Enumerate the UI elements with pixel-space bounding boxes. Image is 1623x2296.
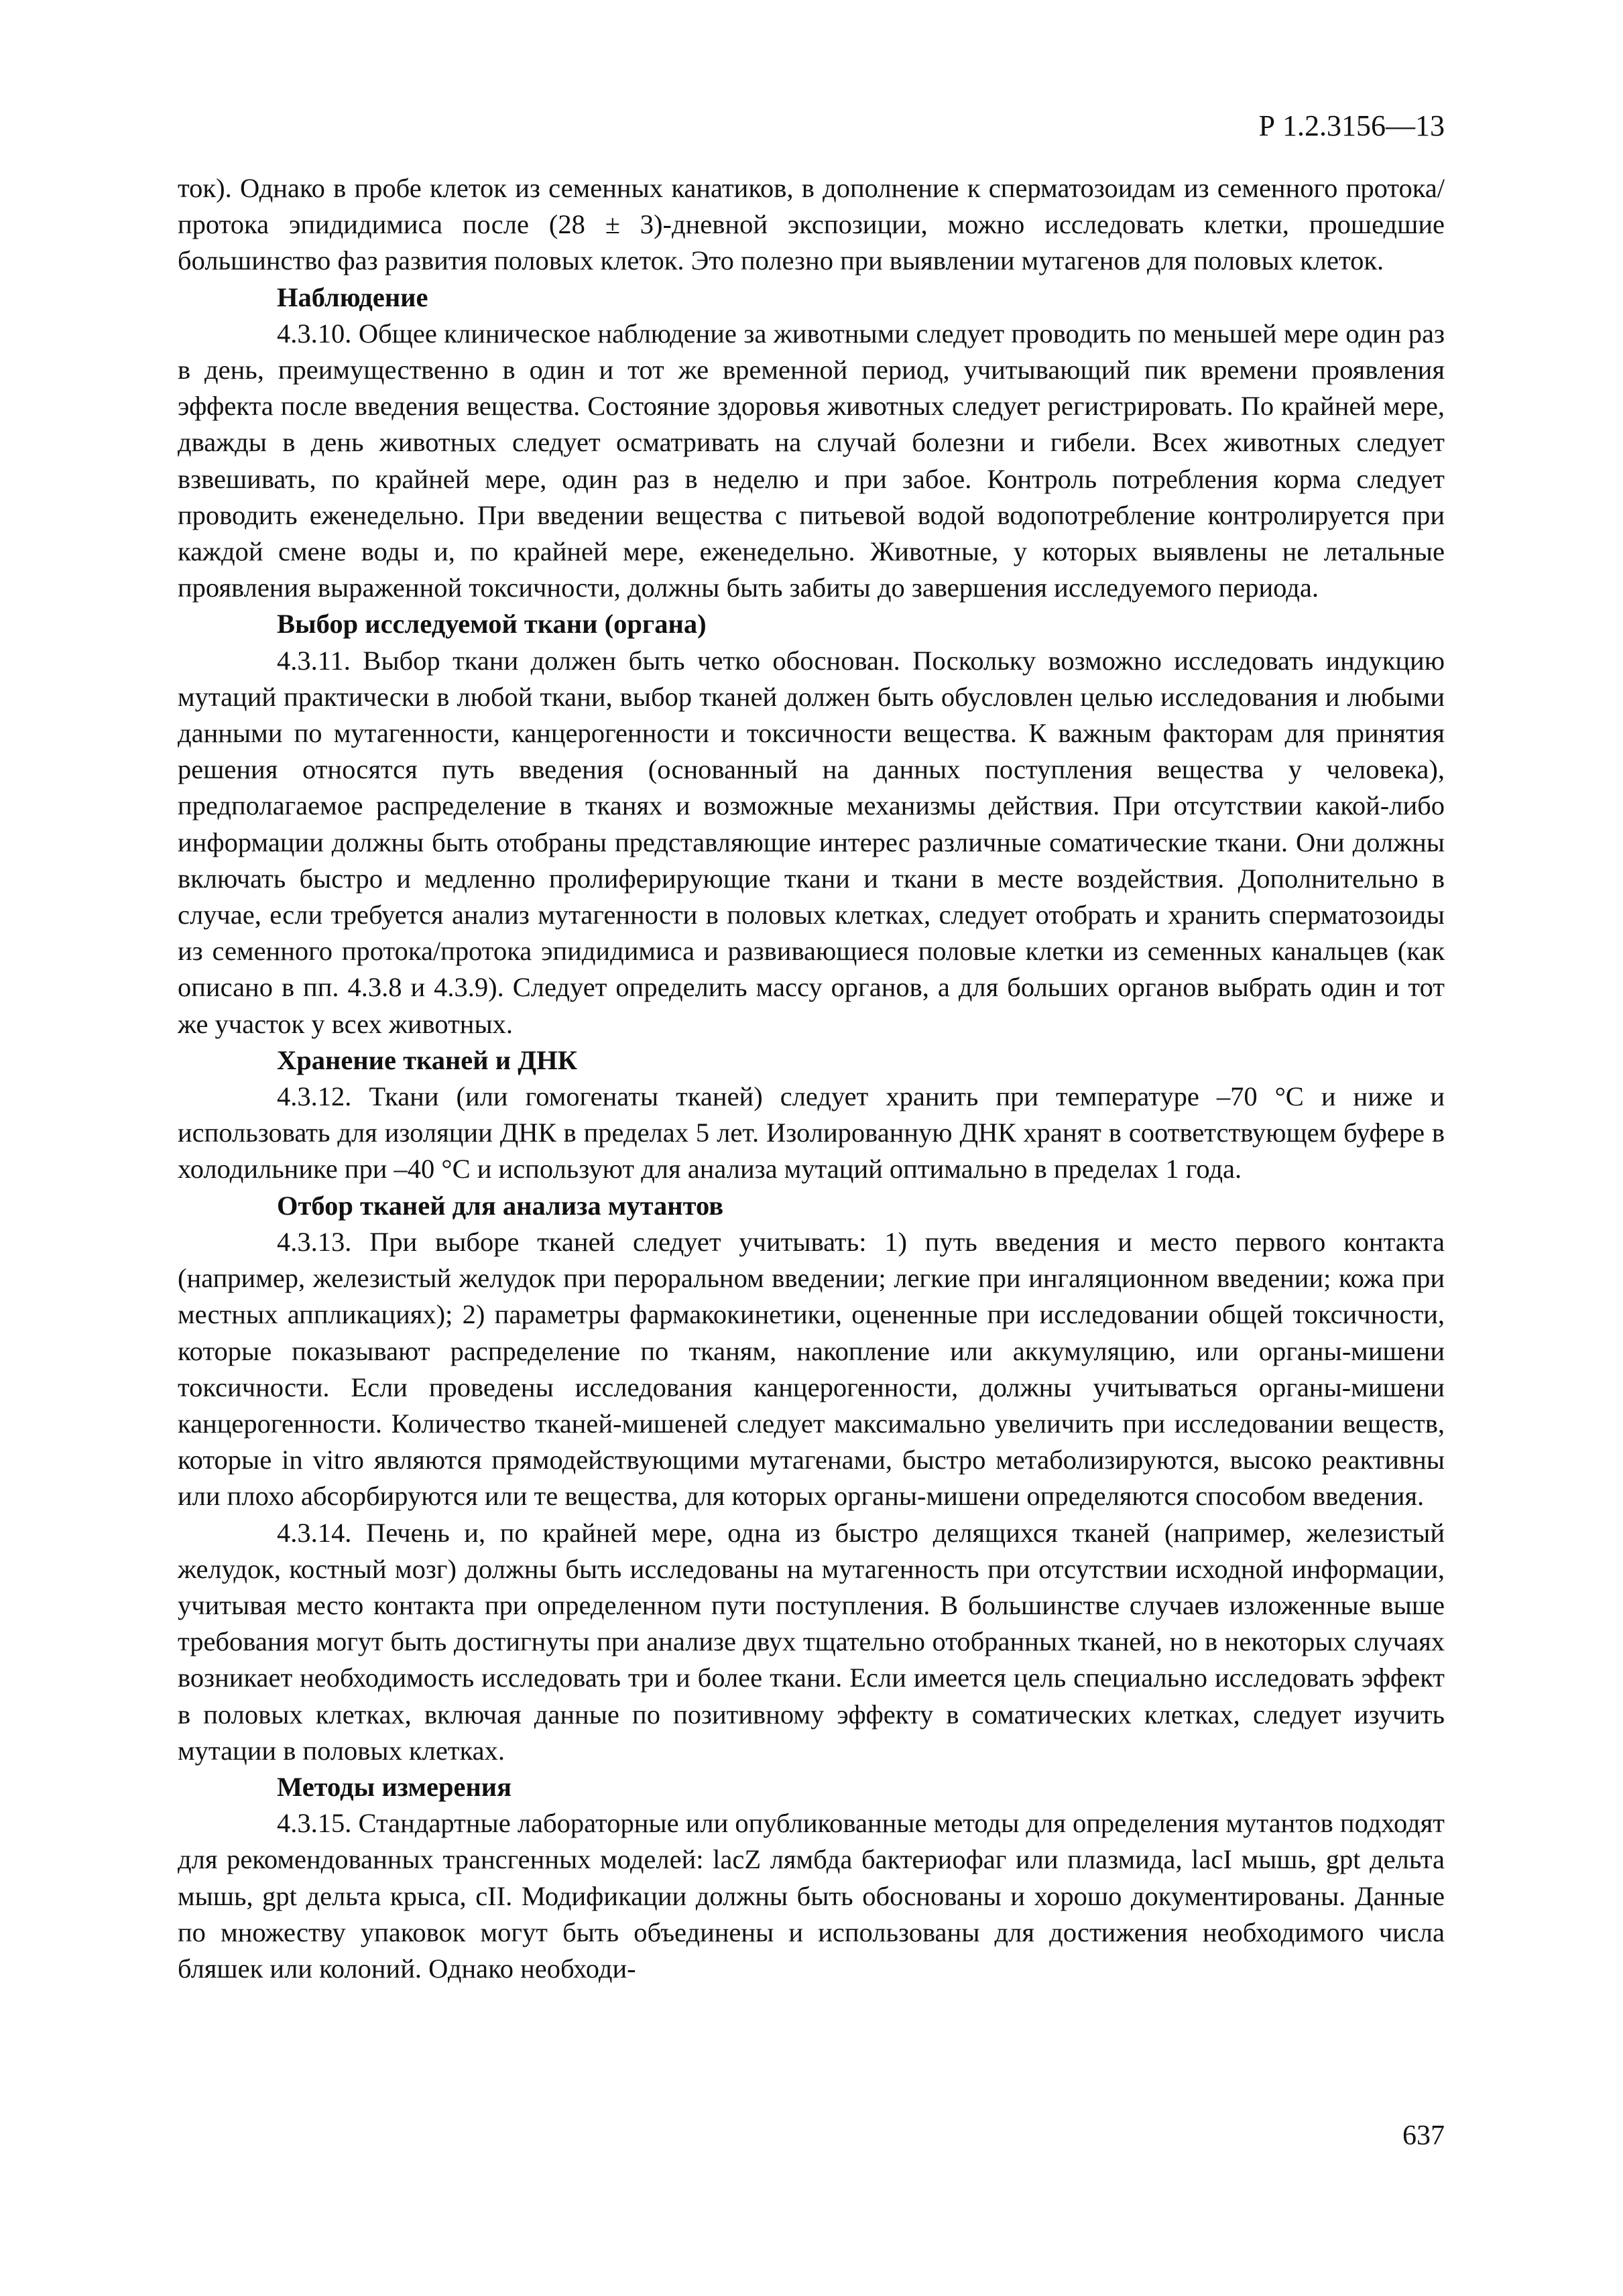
paragraph-4-3-15: 4.3.15. Стандартные лабораторные или опубликованные методы для определения мутантов подходят для рекомендованных трансгенных моделей: lacZ лямбда бактериофаг или плазмида, lacI мышь, gpt дельта мышь, gpt дельта крыса, cII. Модификации должны быть обоснованы и хорошо документированы. Данные по множеству упаковок могут быть объединены и использованы для достижения необходимого числа бляшек или колоний. Однако необходи- — [178, 1808, 1445, 1984]
heading-observation: Наблюдение — [277, 282, 428, 312]
paragraph-4-3-11: 4.3.11. Выбор ткани должен быть четко обоснован. Поскольку возможно исследовать индукцию мутаций практически в любой ткани, выбор тканей должен быть обусловлен целью исследования и любыми данными по мутагенности, канцерогенности и токсичности вещества. К важным факторам для принятия решения относятся путь введения (основанный на данных поступления вещества у человека), предполагаемое распределение в тканях и возможные механизмы действия. При отсутствии какой-либо информации должны быть отобраны представляющие интерес различные соматические ткани. Они должны включать быстро и медленно пролиферирующие ткани и ткани в месте воздействия. Дополнительно в случае, если требуется анализ мутагенности в половых клетках, следует отобрать и хранить сперматозоиды из семенного протока/протока эпидидимиса и развивающиеся половые клетки из семенных канальцев (как описано в пп. 4.3.8 и 4.3.9). Следует определить массу органов, а для больших органов выбрать один и тот же участок у всех животных. — [178, 645, 1445, 1039]
heading-storage: Хранение тканей и ДНК — [277, 1044, 577, 1075]
paragraph-continuation: ток). Однако в пробе клеток из семенных канатиков, в дополнение к сперматозоидам из семенного протока/протока эпидидимиса после (28 ± 3)-дневной экспозиции, можно исследовать клетки, прошедшие большинство фаз развития половых клеток. Это полезно при выявлении мутагенов для половых клеток. — [178, 173, 1445, 276]
document-code-header: Р 1.2.3156—13 — [1258, 109, 1445, 142]
paragraph-4-3-13: 4.3.13. При выборе тканей следует учитывать: 1) путь введения и место первого контакта (например, железистый желудок при пероральном введении; легкие при ингаляционном введении; кожа при местных аппликациях); 2) параметры фармакокинетики, оцененные при исследовании общей токсичности, которые показывают распределение по тканям, накопление или аккумуляцию, или органы-мишени токсичности. Если проведены исследования канцерогенности, должны учитываться органы-мишени канцерогенности. Количество тканей-мишеней следует максимально увеличить при исследовании веществ, которые in vitro являются прямодействующими мутагенами, быстро метаболизируются, высоко реактивны или плохо абсорбируются или те вещества, для которых органы-мишени определяются способом введения. — [178, 1226, 1445, 1512]
paragraph-4-3-14: 4.3.14. Печень и, по крайней мере, одна из быстро делящихся тканей (например, железистый желудок, костный мозг) должны быть исследованы на мутагенность при отсутствии исходной информации, учитывая место контакта при определенном пути поступления. В большинстве случаев изложенные выше требования могут быть достигнуты при анализе двух тщательно отобранных тканей, но в некоторых случаях возникает необходимость исследовать три и более ткани. Если имеется цель специально исследовать эффект в половых клетках, включая данные по позитивному эффекту в соматических клетках, следует изучить мутации в половых клетках. — [178, 1517, 1445, 1766]
heading-measurement-methods: Методы измерения — [277, 1771, 512, 1802]
paragraph-4-3-10: 4.3.10. Общее клиническое наблюдение за животными следует проводить по меньшей мере один раз в день, преимущественно в один и тот же временной период, учитывающий пик времени проявления эффекта после введения вещества. Состояние здоровья животных следует регистрировать. По крайней мере, дважды в день животных следует осматривать на случай болезни и гибели. Всех животных следует взвешивать, по крайней мере, один раз в неделю и при забое. Контроль потребления корма следует проводить еженедельно. При введении вещества с питьевой водой водопотребление контролируется при каждой смене воды и, по крайней мере, еженедельно. Животные, у которых выявлены не летальные проявления выраженной токсичности, должны быть забиты до завершения исследуемого периода. — [178, 318, 1445, 603]
heading-tissue-selection: Выбор исследуемой ткани (органа) — [277, 609, 707, 640]
heading-mutant-tissue-selection: Отбор тканей для анализа мутантов — [277, 1190, 724, 1221]
paragraph-4-3-12: 4.3.12. Ткани (или гомогенаты тканей) следует хранить при температуре –70 °С и ниже и использовать для изоляции ДНК в пределах 5 лет. Изолированную ДНК хранят в соответствующем буфере в холодильнике при –40 °С и используют для анализа мутаций оптимально в пределах 1 года. — [178, 1081, 1445, 1185]
page-number: 637 — [1402, 2120, 1445, 2151]
document-body — [178, 170, 1445, 1987]
